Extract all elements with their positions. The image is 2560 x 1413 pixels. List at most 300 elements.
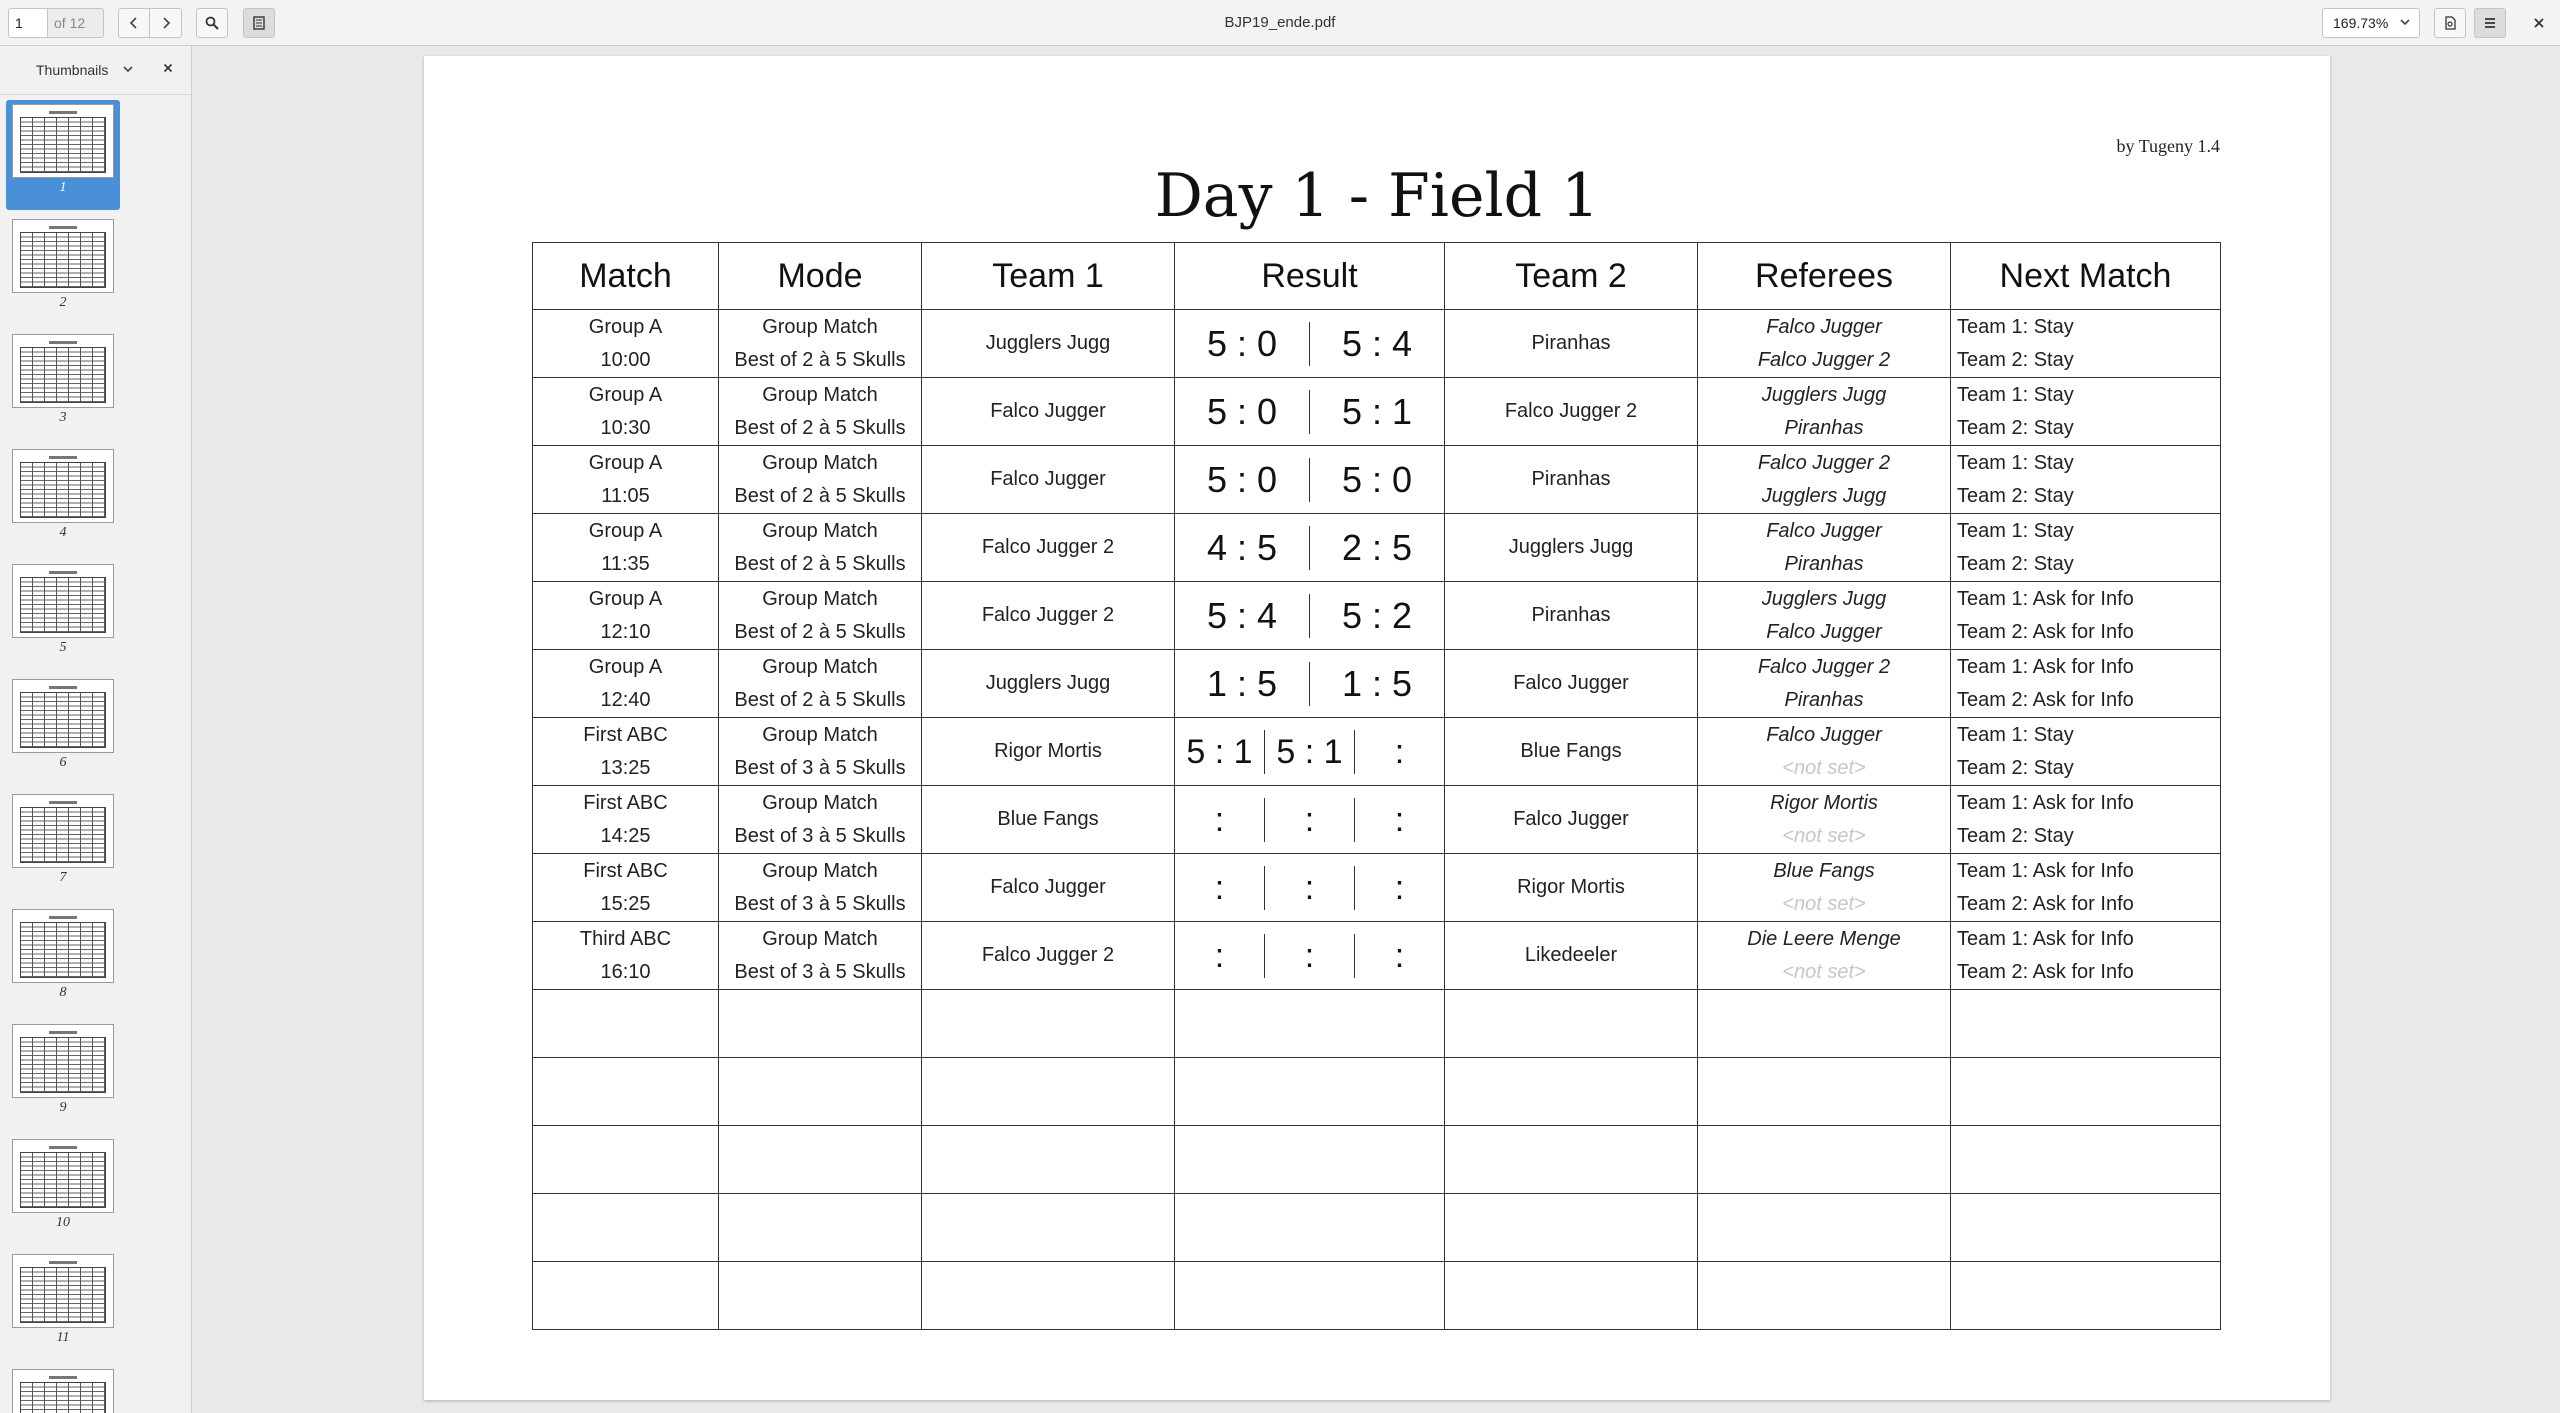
schedule-table <box>532 242 2221 1330</box>
referee-2: Falco Jugger <box>1766 620 1882 643</box>
empty-cell <box>1175 1194 1445 1262</box>
referees-cell <box>1698 378 1951 446</box>
empty-cell <box>1175 990 1445 1058</box>
page-thumbnail[interactable] <box>6 1250 120 1360</box>
match-cell <box>533 718 719 786</box>
mode-format: Best of 2 à 5 Skulls <box>734 552 906 575</box>
column-header: Mode <box>719 243 922 310</box>
referees-cell <box>1698 310 1951 378</box>
result-cell <box>1175 582 1445 650</box>
empty-cell <box>719 1126 922 1194</box>
match-name: Group A <box>588 519 663 542</box>
table-row <box>533 650 2221 718</box>
referee-1: Jugglers Jugg <box>1761 587 1887 610</box>
team1-cell <box>922 718 1175 786</box>
match-name: Group A <box>588 315 663 338</box>
table-row <box>533 310 2221 378</box>
match-cell <box>533 378 719 446</box>
team2-cell <box>1445 582 1698 650</box>
thumbnail-label: 2 <box>59 295 67 310</box>
next-team2: Team 2: Stay <box>1957 484 2074 507</box>
thumbnail-preview <box>12 1369 114 1413</box>
match-time: 11:05 <box>601 484 650 507</box>
table-row <box>533 378 2221 446</box>
column-header: Team 2 <box>1445 243 1698 310</box>
match-name: Third ABC <box>579 927 672 950</box>
set-score: 5 : 4 <box>1309 322 1444 366</box>
thumbnail-title-line <box>49 571 77 574</box>
referee-1: Falco Jugger <box>1766 315 1882 338</box>
page-thumbnail[interactable] <box>6 905 120 1015</box>
result-cell <box>1175 514 1445 582</box>
team2-name: Rigor Mortis <box>1517 876 1625 898</box>
zoom-select[interactable] <box>2322 8 2420 38</box>
empty-cell <box>533 1262 719 1330</box>
team2-cell <box>1445 514 1698 582</box>
match-time: 15:25 <box>600 892 651 915</box>
search-button[interactable] <box>196 8 228 38</box>
thumbnail-title-line <box>49 686 77 689</box>
page-thumbnail[interactable] <box>6 1020 120 1130</box>
thumbnail-label: 11 <box>56 1330 70 1345</box>
thumbnail-title-line <box>49 456 77 459</box>
prev-page-button[interactable] <box>118 8 150 38</box>
set-score: 4 : 5 <box>1206 526 1278 568</box>
thumbnail-title-line <box>49 341 77 344</box>
next-team2: Team 2: Ask for Info <box>1957 688 2134 711</box>
next-team1: Team 1: Stay <box>1957 383 2074 406</box>
team1-cell <box>922 650 1175 718</box>
referees-cell <box>1698 446 1951 514</box>
result-group <box>1175 582 1444 649</box>
set-score: 5 : 0 <box>1206 322 1278 364</box>
referee-2: Piranhas <box>1784 688 1864 711</box>
set-score: 1 : 5 <box>1309 662 1444 706</box>
team1-name: Falco Jugger <box>990 468 1106 490</box>
column-header: Referees <box>1698 243 1951 310</box>
team1-cell <box>922 786 1175 854</box>
team1-cell <box>922 922 1175 990</box>
table-row <box>533 514 2221 582</box>
set-score: : <box>1264 866 1354 910</box>
referees-cell <box>1698 514 1951 582</box>
thumbnail-title-line <box>49 801 77 804</box>
next-match-cell <box>1951 514 2221 582</box>
set-score: : <box>1214 936 1225 975</box>
empty-cell <box>1445 990 1698 1058</box>
pdf-page <box>424 56 2330 1400</box>
mode-cell <box>719 378 922 446</box>
thumbnail-title-line <box>49 226 77 229</box>
set-score: 1 : 5 <box>1206 662 1278 704</box>
match-name: Group A <box>588 655 663 678</box>
result-group <box>1175 854 1444 921</box>
thumbnail-preview <box>12 334 114 408</box>
next-match-cell <box>1951 310 2221 378</box>
set-score: : <box>1354 798 1444 842</box>
match-cell <box>533 650 719 718</box>
referees-cell <box>1698 650 1951 718</box>
page-count: of 12 <box>48 8 104 38</box>
next-team1: Team 1: Ask for Info <box>1957 655 2134 678</box>
zoom-value: 169.73% <box>2333 15 2389 31</box>
chevron-down-icon[interactable] <box>122 63 134 75</box>
mode-cell <box>719 514 922 582</box>
empty-table-row <box>533 1194 2221 1262</box>
thumbnail-label: 9 <box>59 1100 67 1115</box>
mode-name: Group Match <box>762 723 878 746</box>
result-cell <box>1175 786 1445 854</box>
mode-cell <box>719 650 922 718</box>
table-header-row <box>533 243 2221 310</box>
table-row <box>533 786 2221 854</box>
thumbnail-label: 5 <box>59 640 67 655</box>
empty-cell <box>1175 1126 1445 1194</box>
mode-cell <box>719 310 922 378</box>
result-group <box>1175 650 1444 717</box>
thumbnail-preview <box>12 1254 114 1328</box>
thumbnail-table <box>20 462 106 518</box>
column-header: Match <box>533 243 719 310</box>
thumbnail-table <box>20 1037 106 1093</box>
chevron-down-icon <box>2399 9 2411 37</box>
thumbnail-title-line <box>49 111 77 114</box>
team2-name: Piranhas <box>1531 468 1611 490</box>
empty-table-row <box>533 1058 2221 1126</box>
referee-2: <not set> <box>1782 960 1866 983</box>
mode-format: Best of 2 à 5 Skulls <box>734 348 906 371</box>
next-match-cell <box>1951 718 2221 786</box>
match-time: 13:25 <box>600 756 651 779</box>
mode-cell <box>719 582 922 650</box>
table-row <box>533 582 2221 650</box>
mode-format: Best of 3 à 5 Skulls <box>734 960 906 983</box>
referees-cell <box>1698 718 1951 786</box>
page-heading: Day 1 - Field 1 <box>1154 161 1600 231</box>
next-match-cell <box>1951 922 2221 990</box>
set-score: 2 : 5 <box>1309 526 1444 570</box>
next-team2: Team 2: Stay <box>1957 416 2074 439</box>
empty-cell <box>1445 1058 1698 1126</box>
thumbnail-preview <box>12 219 114 293</box>
team1-cell <box>922 582 1175 650</box>
page-thumbnail[interactable] <box>6 1135 120 1245</box>
team2-cell <box>1445 310 1698 378</box>
table-row <box>533 446 2221 514</box>
toolbar <box>0 0 2560 46</box>
match-name: Group A <box>588 451 663 474</box>
thumbnail-preview <box>12 909 114 983</box>
mode-name: Group Match <box>762 791 878 814</box>
next-match-cell <box>1951 650 2221 718</box>
sidebar-header <box>0 46 192 95</box>
team1-cell <box>922 310 1175 378</box>
match-cell <box>533 446 719 514</box>
referee-1: Blue Fangs <box>1773 859 1875 882</box>
mode-name: Group Match <box>762 315 878 338</box>
set-score: : <box>1354 934 1444 978</box>
sidebar-title[interactable]: Thumbnails <box>36 62 109 78</box>
next-team1: Team 1: Stay <box>1957 723 2074 746</box>
set-score: : <box>1264 798 1354 842</box>
referee-2: Falco Jugger 2 <box>1757 348 1891 371</box>
empty-cell <box>1698 990 1951 1058</box>
empty-cell <box>533 990 719 1058</box>
referee-1: Falco Jugger 2 <box>1757 655 1891 678</box>
empty-cell <box>533 1194 719 1262</box>
generator-note: by Tugeny 1.4 <box>2116 136 2220 156</box>
next-team1: Team 1: Stay <box>1957 519 2074 542</box>
next-match-cell <box>1951 378 2221 446</box>
empty-cell <box>922 1194 1175 1262</box>
referee-1: Rigor Mortis <box>1770 791 1878 814</box>
match-name: First ABC <box>583 791 668 814</box>
result-cell <box>1175 446 1445 514</box>
page-thumbnail[interactable] <box>6 215 120 325</box>
match-name: Group A <box>588 383 663 406</box>
empty-cell <box>1951 1058 2221 1126</box>
mode-format: Best of 3 à 5 Skulls <box>734 824 906 847</box>
team2-name: Falco Jugger 2 <box>1504 400 1638 422</box>
column-header: Next Match <box>1951 243 2221 310</box>
page-thumbnail[interactable] <box>6 100 120 210</box>
mode-cell <box>719 446 922 514</box>
empty-cell <box>1951 1194 2221 1262</box>
thumbnail-table <box>20 1267 106 1323</box>
result-cell <box>1175 650 1445 718</box>
mode-format: Best of 2 à 5 Skulls <box>734 484 906 507</box>
team2-cell <box>1445 718 1698 786</box>
team2-cell <box>1445 922 1698 990</box>
match-time: 16:10 <box>600 960 651 983</box>
result-group <box>1175 718 1444 785</box>
thumbnail-title-line <box>49 916 77 919</box>
empty-cell <box>533 1126 719 1194</box>
page-thumbnail[interactable] <box>6 560 120 670</box>
match-time: 10:00 <box>600 348 651 371</box>
search-icon <box>205 16 219 30</box>
set-score: 5 : 4 <box>1206 594 1278 636</box>
thumbnail-table <box>20 807 106 863</box>
next-team2: Team 2: Stay <box>1957 824 2074 847</box>
team1-cell <box>922 378 1175 446</box>
team2-cell <box>1445 446 1698 514</box>
thumbnail-preview <box>12 1139 114 1213</box>
set-score: 5 : 0 <box>1206 458 1278 500</box>
column-header: Result <box>1175 243 1445 310</box>
mode-cell <box>719 854 922 922</box>
referee-2: <not set> <box>1782 756 1866 779</box>
team1-name: Jugglers Jugg <box>985 672 1111 694</box>
match-time: 10:30 <box>600 416 651 439</box>
thumbnail-preview <box>12 104 114 178</box>
next-team1: Team 1: Ask for Info <box>1957 587 2134 610</box>
team1-cell <box>922 446 1175 514</box>
next-team1: Team 1: Stay <box>1957 315 2074 338</box>
mode-name: Group Match <box>762 927 878 950</box>
thumbnail-label: 10 <box>56 1215 70 1230</box>
referee-1: Falco Jugger <box>1766 519 1882 542</box>
empty-table-row <box>533 1126 2221 1194</box>
referee-2: Piranhas <box>1784 552 1864 575</box>
team1-name: Falco Jugger 2 <box>981 536 1115 558</box>
empty-cell <box>719 1194 922 1262</box>
close-window-button[interactable] <box>2524 8 2554 38</box>
set-score: 5 : 1 <box>1309 390 1444 434</box>
thumbnail-title-line <box>49 1146 77 1149</box>
set-score: 5 : 0 <box>1309 458 1444 502</box>
result-cell <box>1175 378 1445 446</box>
next-team1: Team 1: Stay <box>1957 451 2074 474</box>
column-header: Team 1 <box>922 243 1175 310</box>
thumbnail-label: 8 <box>59 985 67 1000</box>
page-thumbnail[interactable] <box>6 790 120 900</box>
next-team1: Team 1: Ask for Info <box>1957 791 2134 814</box>
empty-cell <box>1951 1126 2221 1194</box>
result-cell <box>1175 310 1445 378</box>
table-row <box>533 718 2221 786</box>
table-row <box>533 854 2221 922</box>
page-thumbnail[interactable] <box>6 1365 120 1413</box>
thumbnail-preview <box>12 679 114 753</box>
thumbnail-preview <box>12 794 114 868</box>
set-score: : <box>1264 934 1354 978</box>
empty-cell <box>1445 1262 1698 1330</box>
team1-cell <box>922 514 1175 582</box>
team2-cell <box>1445 650 1698 718</box>
empty-table-row <box>533 1262 2221 1330</box>
team2-cell <box>1445 378 1698 446</box>
empty-cell <box>922 990 1175 1058</box>
team1-name: Falco Jugger 2 <box>981 944 1115 966</box>
next-team2: Team 2: Ask for Info <box>1957 620 2134 643</box>
empty-cell <box>1951 990 2221 1058</box>
referee-1: Die Leere Menge <box>1747 927 1901 950</box>
empty-cell <box>1951 1262 2221 1330</box>
thumbnail-table <box>20 692 106 748</box>
empty-cell <box>922 1058 1175 1126</box>
set-score: : <box>1214 868 1225 907</box>
empty-cell <box>1175 1262 1445 1330</box>
page-thumbnail[interactable] <box>6 330 120 440</box>
next-match-cell <box>1951 854 2221 922</box>
thumbnail-table <box>20 577 106 633</box>
empty-cell <box>1445 1126 1698 1194</box>
mode-cell <box>719 718 922 786</box>
close-icon[interactable] <box>162 62 174 74</box>
thumbnail-label: 6 <box>59 755 67 770</box>
set-score: : <box>1354 730 1444 774</box>
thumbnail-title-line <box>49 1031 77 1034</box>
empty-cell <box>533 1058 719 1126</box>
next-team1: Team 1: Ask for Info <box>1957 859 2134 882</box>
thumbnail-preview <box>12 1024 114 1098</box>
mode-cell <box>719 922 922 990</box>
result-cell <box>1175 922 1445 990</box>
match-name: First ABC <box>583 723 668 746</box>
empty-cell <box>1698 1194 1951 1262</box>
referee-2: <not set> <box>1782 824 1866 847</box>
menu-button[interactable] <box>2474 8 2506 38</box>
empty-cell <box>719 990 922 1058</box>
team1-name: Falco Jugger 2 <box>981 604 1115 626</box>
empty-cell <box>922 1262 1175 1330</box>
set-score: 5 : 1 <box>1264 730 1354 774</box>
page-thumbnail[interactable] <box>6 445 120 555</box>
table-row <box>533 922 2221 990</box>
match-cell <box>533 514 719 582</box>
team1-name: Jugglers Jugg <box>985 332 1111 354</box>
match-name: First ABC <box>583 859 668 882</box>
empty-cell <box>719 1058 922 1126</box>
team1-cell <box>922 854 1175 922</box>
page-thumbnail[interactable] <box>6 675 120 785</box>
thumbnail-table <box>20 1382 106 1413</box>
sidebar-toggle-button[interactable] <box>243 8 275 38</box>
thumbnail-title-line <box>49 1261 77 1264</box>
set-score: : <box>1214 800 1225 839</box>
team1-name: Rigor Mortis <box>994 740 1102 762</box>
close-icon <box>2533 17 2545 29</box>
result-group <box>1175 922 1444 989</box>
thumbnail-table <box>20 347 106 403</box>
page-number-input[interactable] <box>8 8 48 38</box>
menu-icon <box>2483 16 2497 30</box>
team2-name: Piranhas <box>1531 332 1611 354</box>
next-page-button[interactable] <box>150 8 182 38</box>
match-time: 12:10 <box>600 620 651 643</box>
referee-2: <not set> <box>1782 892 1866 915</box>
match-cell <box>533 854 719 922</box>
match-cell <box>533 786 719 854</box>
mode-name: Group Match <box>762 383 878 406</box>
result-group <box>1175 514 1444 581</box>
thumbnail-preview <box>12 564 114 638</box>
mode-format: Best of 2 à 5 Skulls <box>734 688 906 711</box>
next-team2: Team 2: Ask for Info <box>1957 960 2134 983</box>
match-time: 11:35 <box>601 552 650 575</box>
match-cell <box>533 922 719 990</box>
next-team2: Team 2: Ask for Info <box>1957 892 2134 915</box>
match-cell <box>533 582 719 650</box>
team1-name: Blue Fangs <box>997 808 1099 830</box>
thumbnail-label: 7 <box>59 870 67 885</box>
thumbnail-label: 3 <box>59 410 67 425</box>
next-team2: Team 2: Stay <box>1957 552 2074 575</box>
result-cell <box>1175 718 1445 786</box>
document-viewport[interactable] <box>192 46 2560 1413</box>
mode-cell <box>719 786 922 854</box>
match-name: Group A <box>588 587 663 610</box>
mode-format: Best of 3 à 5 Skulls <box>734 756 906 779</box>
mode-name: Group Match <box>762 655 878 678</box>
team1-name: Falco Jugger <box>990 400 1106 422</box>
referees-cell <box>1698 786 1951 854</box>
next-page-icon <box>160 17 172 29</box>
set-score: 5 : 1 <box>1186 732 1253 771</box>
referee-2: Piranhas <box>1784 416 1864 439</box>
sidebar-toggle-icon <box>252 16 266 30</box>
annotate-button[interactable] <box>2434 8 2466 38</box>
team2-name: Piranhas <box>1531 604 1611 626</box>
document-title: BJP19_ende.pdf <box>1224 14 1336 31</box>
mode-format: Best of 3 à 5 Skulls <box>734 892 906 915</box>
thumbnail-label: 1 <box>59 180 67 195</box>
thumbnail-table <box>20 117 106 173</box>
referee-1: Falco Jugger <box>1766 723 1882 746</box>
thumbnail-label: 4 <box>59 525 67 540</box>
result-group <box>1175 786 1444 853</box>
